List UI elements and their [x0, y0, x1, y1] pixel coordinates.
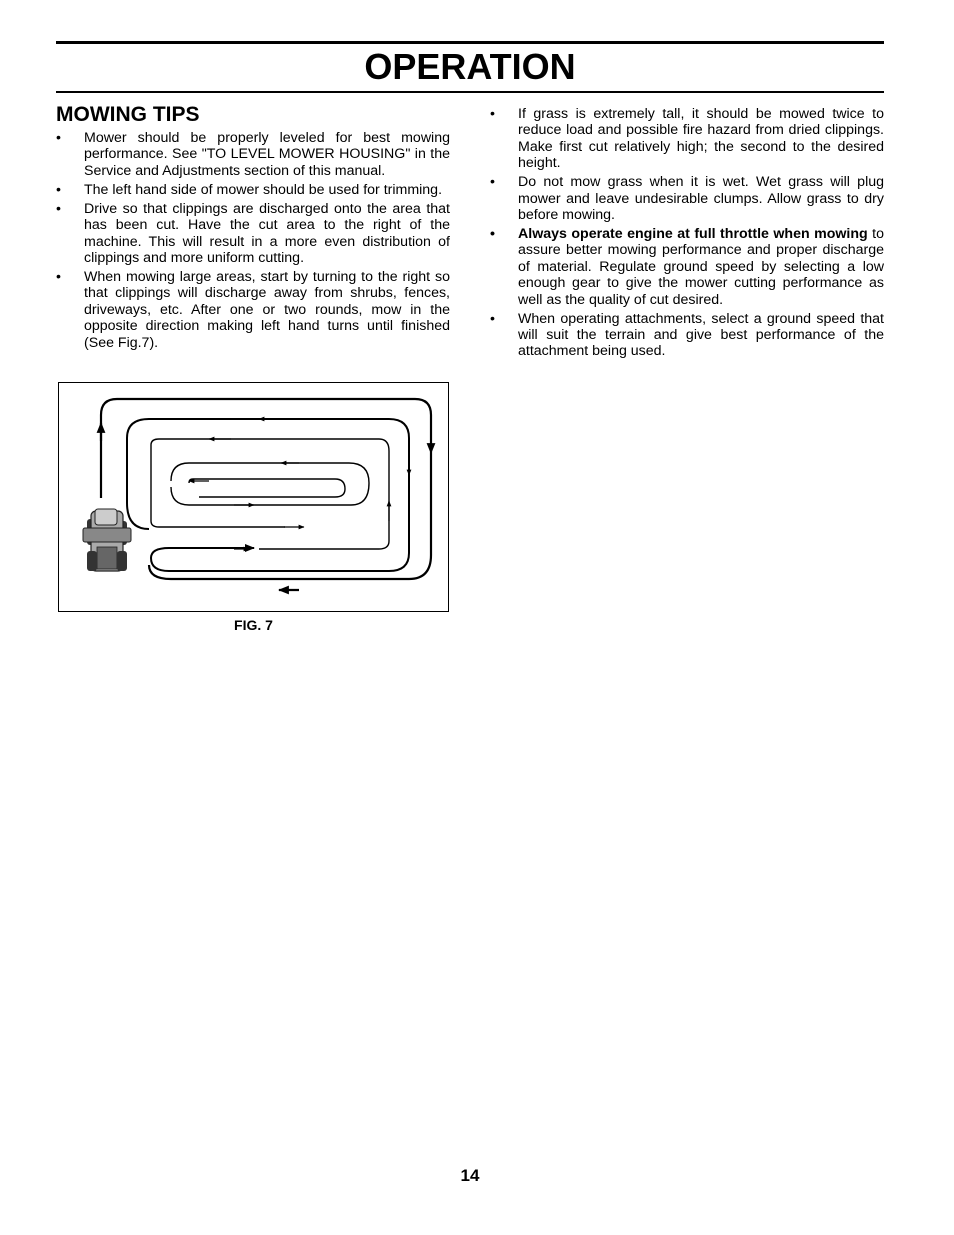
- lawn-tractor-icon: [83, 509, 131, 571]
- list-item: [490, 311, 884, 360]
- list-item: [490, 106, 884, 172]
- list-item: [490, 174, 884, 223]
- header-rule-top: [56, 41, 884, 44]
- bullet: •: [56, 269, 61, 286]
- tip-text: When mowing large areas, start by turning to the right so that clippings will discharge away from shrubs, fences, driveways, etc. After one or two rounds, mow in the opposite direction making left hand turns until finished (See Fig.7).: [84, 269, 450, 351]
- tip-text: Drive so that clippings are discharged onto the area that has been cut. Have the cut area to the right of the machine. This will result in a more even distribution of clippings and more uniform cutting.: [84, 200, 450, 267]
- left-column: [56, 102, 450, 354]
- right-tips-list: [490, 106, 884, 360]
- tractor-front-wheel-right: [117, 551, 127, 571]
- bullet: •: [490, 174, 495, 191]
- list-item: [56, 130, 450, 179]
- tractor-hood: [97, 547, 117, 569]
- header-rule-bottom: [56, 91, 884, 93]
- tip-text: When operating attachments, select a ground speed that will suit the terrain and give best performance of the attachment being used.: [518, 310, 884, 360]
- right-column: [490, 106, 884, 362]
- list-item: [490, 226, 884, 308]
- tip-bold-text: Always operate engine at full throttle when mowing: [518, 226, 868, 243]
- page-number: 14: [460, 1166, 480, 1185]
- figure-caption: FIG. 7: [234, 617, 273, 633]
- list-item: [56, 182, 450, 198]
- inner-loop: [151, 439, 389, 549]
- list-item: [56, 269, 450, 351]
- tractor-seat: [95, 509, 117, 525]
- mower-deck: [83, 528, 131, 542]
- tip-text: Mower should be properly leveled for best mowing performance. See "TO LEVEL MOWER HOUSING" in the Service and Adjustments section of this manual.: [84, 130, 450, 179]
- list-item: [56, 201, 450, 267]
- bullet: •: [490, 310, 495, 327]
- bullet: •: [490, 226, 495, 243]
- bullet: •: [490, 106, 495, 122]
- bullet: •: [56, 130, 61, 146]
- page-title: OPERATION: [364, 46, 576, 87]
- tip-text: Do not mow grass when it is wet. Wet grass will plug mower and leave undesirable clumps. Allow grass to dry before mowing.: [518, 174, 884, 224]
- bullet: •: [56, 200, 61, 217]
- tip-text: If grass is extremely tall, it should be mowed twice to reduce load and possible fire hazard from dried clippings. Make first cut relatively high; the second to the desired height.: [518, 106, 884, 172]
- mowing-pattern-diagram: [59, 383, 447, 610]
- tractor-front-wheel-left: [87, 551, 97, 571]
- section-title: MOWING TIPS: [56, 103, 200, 126]
- tip-text: The left hand side of mower should be used for trimming.: [84, 181, 443, 198]
- bullet: •: [56, 181, 61, 198]
- left-tips-list: [56, 130, 450, 351]
- tip-text: to assure better mowing performance and proper discharge of material. Regulate ground speed by selecting a low enough gear to give the mower cutting performance as well as the quality of cut desired.: [518, 226, 884, 308]
- mowing-pattern-figure: [58, 382, 449, 612]
